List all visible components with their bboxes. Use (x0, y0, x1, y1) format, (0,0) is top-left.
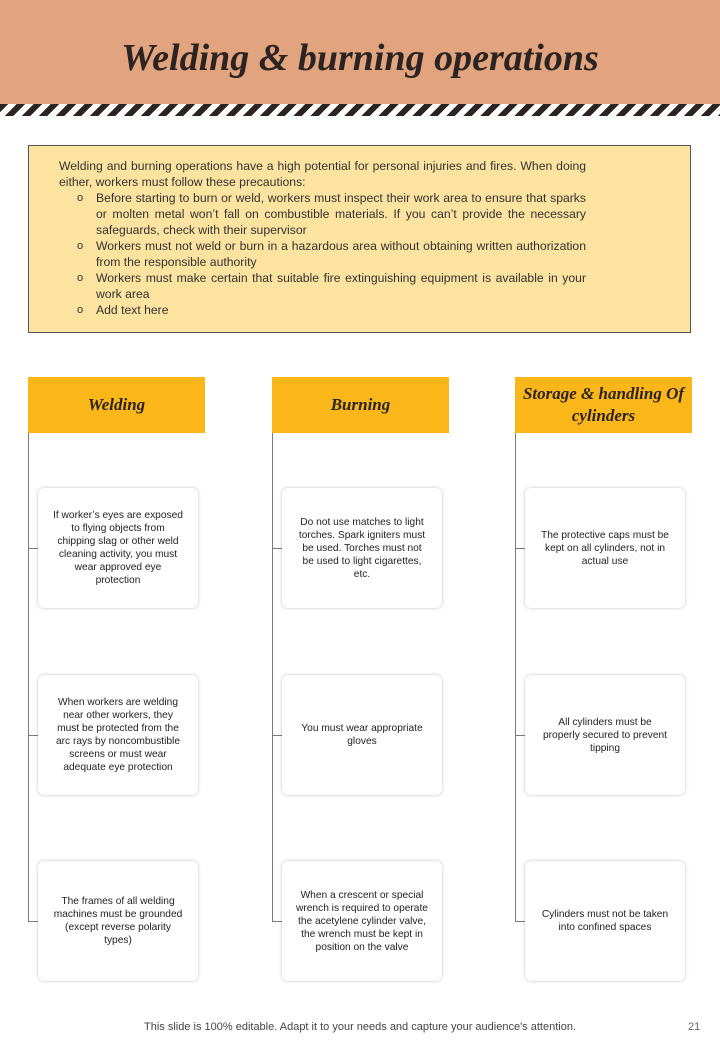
intro-bullet: o Workers must not weld or burn in a hazardous area without obtaining written authorization from the responsible authority (77, 239, 586, 269)
page-title: Welding & burning operations (121, 37, 599, 79)
card-welding-arc-rays: When workers are welding near other workers, they must be protected from the arc rays by noncombustible screens or must wear adequate eye protection (38, 675, 198, 795)
intro-box (28, 145, 691, 333)
intro-bullet: o Add text here (77, 303, 169, 317)
card-storage-secured: All cylinders must be properly secured to prevent tipping (525, 675, 685, 795)
connector-branch (28, 548, 38, 549)
column-header-storage: Storage & handling Of cylinders (515, 377, 692, 433)
connector-line (272, 433, 273, 922)
connector-branch (28, 735, 38, 736)
connector-branch (272, 921, 282, 922)
column-header-welding: Welding (28, 377, 205, 433)
connector-branch (515, 921, 525, 922)
intro-text: Welding and burning operations have a high potential for personal injuries and fires. When doing either, workers must follow these precautions: (59, 159, 586, 189)
intro-bullet: o Before starting to burn or weld, workers must inspect their work area to ensure that sparks or molten metal won’t fall on combustible materials. If you can’t provide the necessary safeguards, check with their supervisor (77, 191, 586, 237)
card-welding-eye-protection: If worker’s eyes are exposed to flying objects from chipping slag or other weld cleaning activity, you must wear approved eye protection (38, 488, 198, 608)
card-storage-confined-spaces: Cylinders must not be taken into confined spaces (525, 861, 685, 981)
intro-bullet: o Workers must make certain that suitable fire extinguishing equipment is available in your work area (77, 271, 586, 301)
card-storage-protective-caps: The protective caps must be kept on all cylinders, not in actual use (525, 488, 685, 608)
hazard-stripe (0, 104, 720, 116)
connector-line (515, 433, 516, 922)
card-burning-gloves: You must wear appropriate gloves (282, 675, 442, 795)
card-burning-wrench: When a crescent or special wrench is required to operate the acetylene cylinder valve, the wrench must be kept in position on the valve (282, 861, 442, 981)
connector-line (28, 433, 29, 922)
connector-branch (272, 735, 282, 736)
intro-bullet-list (59, 190, 586, 318)
bullet-circle-icon: o (77, 272, 84, 284)
bullet-circle-icon: o (77, 304, 84, 316)
card-burning-spark-igniters: Do not use matches to light torches. Spark igniters must be used. Torches must not be used to light cigarettes, etc. (282, 488, 442, 608)
connector-branch (515, 548, 525, 549)
connector-branch (272, 548, 282, 549)
bullet-circle-icon: o (77, 192, 84, 204)
connector-branch (28, 921, 38, 922)
column-header-burning: Burning (272, 377, 449, 433)
connector-branch (515, 735, 525, 736)
bullet-circle-icon: o (77, 240, 84, 252)
card-welding-grounded: The frames of all welding machines must be grounded (except reverse polarity types) (38, 861, 198, 981)
header-banner (0, 0, 720, 104)
footer-note: This slide is 100% editable. Adapt it to your needs and capture your audience's attention. (144, 1021, 576, 1033)
page-number: 21 (688, 1021, 701, 1033)
